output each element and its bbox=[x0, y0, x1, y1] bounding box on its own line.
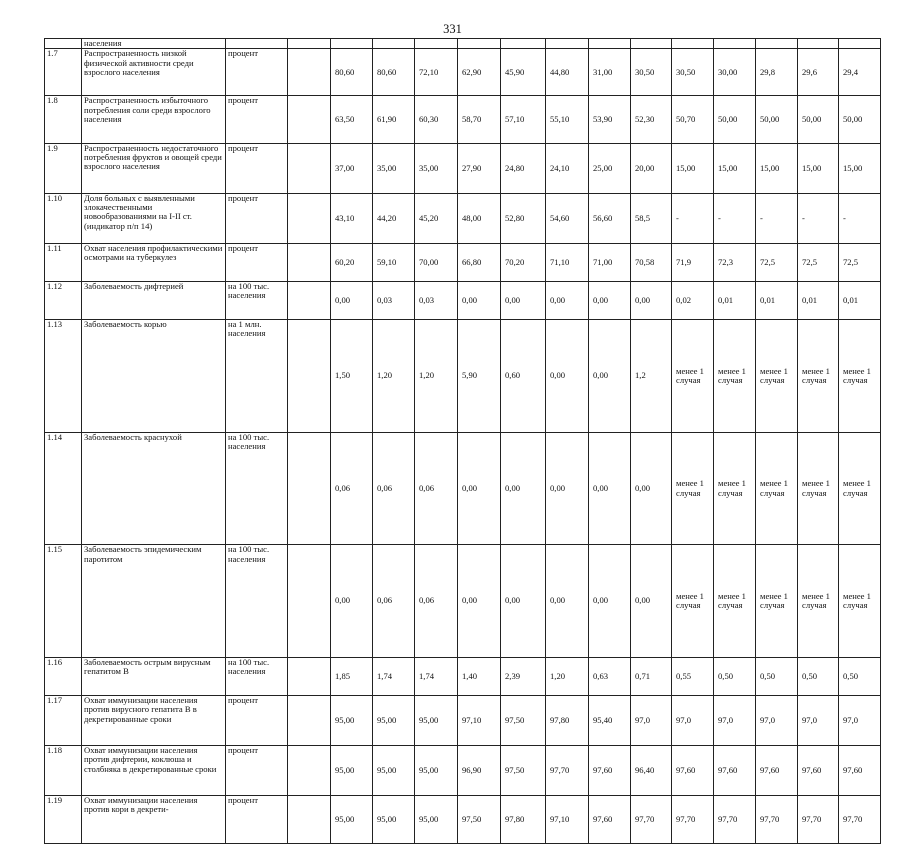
indicator-name: Распространенность низкой физической активности среди взрослого населения bbox=[82, 49, 226, 96]
empty-cell bbox=[839, 39, 881, 49]
value-cell: 97,60 bbox=[589, 796, 631, 843]
value-cell: - bbox=[672, 193, 714, 243]
value-cell: - bbox=[839, 193, 881, 243]
empty-cell bbox=[288, 39, 331, 49]
value-cell: 15,00 bbox=[839, 143, 881, 193]
value-cell: 63,50 bbox=[331, 96, 373, 143]
empty-cell bbox=[288, 193, 331, 243]
value-cell: 0,03 bbox=[415, 281, 458, 319]
value-cell: 71,9 bbox=[672, 243, 714, 281]
value-cell: 0,01 bbox=[839, 281, 881, 319]
value-cell: 72,5 bbox=[756, 243, 798, 281]
value-cell: 50,70 bbox=[672, 96, 714, 143]
value-cell: 48,00 bbox=[458, 193, 501, 243]
table-row bbox=[45, 243, 881, 281]
value-cell: 0,55 bbox=[672, 657, 714, 695]
value-cell: 95,00 bbox=[415, 696, 458, 746]
value-cell: 70,58 bbox=[631, 243, 672, 281]
unit-cell: процент bbox=[226, 696, 288, 746]
value-cell: менее 1 случая bbox=[756, 432, 798, 545]
value-cell: 58,70 bbox=[458, 96, 501, 143]
value-cell: 0,00 bbox=[631, 432, 672, 545]
value-cell: 35,00 bbox=[415, 143, 458, 193]
value-cell: менее 1 случая bbox=[756, 320, 798, 433]
empty-cell bbox=[288, 96, 331, 143]
row-number: 1.18 bbox=[45, 746, 82, 796]
empty-cell bbox=[589, 39, 631, 49]
value-cell: 72,3 bbox=[714, 243, 756, 281]
continuation-row bbox=[45, 39, 881, 49]
value-cell: 59,10 bbox=[373, 243, 415, 281]
value-cell: менее 1 случая bbox=[839, 432, 881, 545]
value-cell: 97,60 bbox=[839, 746, 881, 796]
value-cell: 1,20 bbox=[415, 320, 458, 433]
value-cell: 0,06 bbox=[373, 545, 415, 658]
row-number: 1.12 bbox=[45, 281, 82, 319]
value-cell: менее 1 случая bbox=[798, 320, 839, 433]
row-number: 1.15 bbox=[45, 545, 82, 658]
value-cell: 55,10 bbox=[546, 96, 589, 143]
table-row bbox=[45, 143, 881, 193]
table-row bbox=[45, 320, 881, 433]
value-cell: 5,90 bbox=[458, 320, 501, 433]
value-cell: 97,10 bbox=[458, 696, 501, 746]
value-cell: 72,5 bbox=[839, 243, 881, 281]
empty-cell bbox=[288, 432, 331, 545]
value-cell: 44,20 bbox=[373, 193, 415, 243]
value-cell: 0,00 bbox=[458, 281, 501, 319]
value-cell: 97,0 bbox=[631, 696, 672, 746]
value-cell: 2,39 bbox=[501, 657, 546, 695]
value-cell: 0,02 bbox=[672, 281, 714, 319]
value-cell: 71,00 bbox=[589, 243, 631, 281]
value-cell: 29,8 bbox=[756, 49, 798, 96]
value-cell: 45,90 bbox=[501, 49, 546, 96]
row-number: 1.9 bbox=[45, 143, 82, 193]
empty-cell bbox=[288, 320, 331, 433]
value-cell: менее 1 случая bbox=[672, 545, 714, 658]
value-cell: 25,00 bbox=[589, 143, 631, 193]
value-cell: 15,00 bbox=[756, 143, 798, 193]
value-cell: 0,50 bbox=[798, 657, 839, 695]
unit-cell: на 100 тыс. населения bbox=[226, 657, 288, 695]
empty-cell bbox=[501, 39, 546, 49]
value-cell: 66,80 bbox=[458, 243, 501, 281]
value-cell: 97,70 bbox=[798, 796, 839, 843]
value-cell: 0,00 bbox=[631, 281, 672, 319]
value-cell: 97,10 bbox=[546, 796, 589, 843]
indicator-name: Охват иммунизации населения против дифтерии, коклюша и столбняка в декретированные сроки bbox=[82, 746, 226, 796]
value-cell: 0,00 bbox=[546, 281, 589, 319]
value-cell: 97,80 bbox=[546, 696, 589, 746]
value-cell: 45,20 bbox=[415, 193, 458, 243]
value-cell: 97,70 bbox=[839, 796, 881, 843]
unit-cell: процент bbox=[226, 796, 288, 843]
value-cell: менее 1 случая bbox=[839, 320, 881, 433]
value-cell: 54,60 bbox=[546, 193, 589, 243]
value-cell: менее 1 случая bbox=[756, 545, 798, 658]
value-cell: 0,01 bbox=[756, 281, 798, 319]
value-cell: менее 1 случая bbox=[714, 545, 756, 658]
value-cell: 97,60 bbox=[798, 746, 839, 796]
value-cell: 0,00 bbox=[458, 545, 501, 658]
value-cell: 0,00 bbox=[331, 281, 373, 319]
empty-cell bbox=[288, 281, 331, 319]
value-cell: 57,10 bbox=[501, 96, 546, 143]
unit-cell: на 100 тыс. населения bbox=[226, 432, 288, 545]
value-cell: 52,80 bbox=[501, 193, 546, 243]
empty-cell bbox=[714, 39, 756, 49]
empty-cell bbox=[756, 39, 798, 49]
empty-cell bbox=[288, 696, 331, 746]
value-cell: 0,71 bbox=[631, 657, 672, 695]
value-cell: 97,70 bbox=[631, 796, 672, 843]
value-cell: 95,00 bbox=[331, 796, 373, 843]
indicator-name: Охват иммунизации населения против вирусного гепатита В в декретированные сроки bbox=[82, 696, 226, 746]
value-cell: 29,6 bbox=[798, 49, 839, 96]
value-cell: менее 1 случая bbox=[672, 432, 714, 545]
value-cell: 29,4 bbox=[839, 49, 881, 96]
value-cell: 95,00 bbox=[331, 746, 373, 796]
value-cell: 1,74 bbox=[415, 657, 458, 695]
value-cell: 97,50 bbox=[501, 746, 546, 796]
table-row bbox=[45, 796, 881, 843]
value-cell: 0,50 bbox=[714, 657, 756, 695]
value-cell: 1,50 bbox=[331, 320, 373, 433]
value-cell: 50,00 bbox=[714, 96, 756, 143]
value-cell: 15,00 bbox=[672, 143, 714, 193]
value-cell: 95,00 bbox=[331, 696, 373, 746]
row-number: 1.17 bbox=[45, 696, 82, 746]
row-number: 1.16 bbox=[45, 657, 82, 695]
value-cell: 0,00 bbox=[458, 432, 501, 545]
value-cell: 95,00 bbox=[415, 796, 458, 843]
indicator-name: Заболеваемость дифтерией bbox=[82, 281, 226, 319]
row-number: 1.7 bbox=[45, 49, 82, 96]
value-cell: 0,03 bbox=[373, 281, 415, 319]
value-cell: - bbox=[798, 193, 839, 243]
value-cell: 70,20 bbox=[501, 243, 546, 281]
value-cell: 97,50 bbox=[458, 796, 501, 843]
empty-cell bbox=[373, 39, 415, 49]
unit-cell: процент bbox=[226, 143, 288, 193]
value-cell: 15,00 bbox=[714, 143, 756, 193]
empty-cell bbox=[415, 39, 458, 49]
empty-cell bbox=[288, 746, 331, 796]
value-cell: 0,00 bbox=[631, 545, 672, 658]
value-cell: 1,40 bbox=[458, 657, 501, 695]
continuation-text: населения bbox=[82, 39, 226, 49]
empty-cell bbox=[631, 39, 672, 49]
indicator-name: Охват населения профилактическими осмотрами на туберкулез bbox=[82, 243, 226, 281]
indicator-name: Заболеваемость корью bbox=[82, 320, 226, 433]
value-cell: 72,5 bbox=[798, 243, 839, 281]
unit-cell: на 100 тыс. населения bbox=[226, 545, 288, 658]
value-cell: - bbox=[756, 193, 798, 243]
value-cell: - bbox=[714, 193, 756, 243]
value-cell: 97,60 bbox=[589, 746, 631, 796]
value-cell: 97,80 bbox=[501, 796, 546, 843]
value-cell: 97,0 bbox=[798, 696, 839, 746]
value-cell: менее 1 случая bbox=[798, 432, 839, 545]
value-cell: 97,0 bbox=[756, 696, 798, 746]
empty-cell bbox=[331, 39, 373, 49]
empty-cell bbox=[546, 39, 589, 49]
unit-cell: процент bbox=[226, 49, 288, 96]
value-cell: 50,00 bbox=[798, 96, 839, 143]
value-cell: 30,00 bbox=[714, 49, 756, 96]
value-cell: 0,63 bbox=[589, 657, 631, 695]
unit-cell: процент bbox=[226, 746, 288, 796]
value-cell: 52,30 bbox=[631, 96, 672, 143]
table-row bbox=[45, 545, 881, 658]
value-cell: 50,00 bbox=[839, 96, 881, 143]
value-cell: 56,60 bbox=[589, 193, 631, 243]
value-cell: менее 1 случая bbox=[672, 320, 714, 433]
value-cell: 0,00 bbox=[546, 545, 589, 658]
value-cell: 1,74 bbox=[373, 657, 415, 695]
table-row bbox=[45, 193, 881, 243]
table-row bbox=[45, 281, 881, 319]
value-cell: менее 1 случая bbox=[798, 545, 839, 658]
empty-cell bbox=[288, 657, 331, 695]
table-row bbox=[45, 96, 881, 143]
value-cell: 95,00 bbox=[415, 746, 458, 796]
empty-cell bbox=[288, 143, 331, 193]
indicator-name: Доля больных с выявленными злокачественными новообразованиями на I-II ст. (индикатор п/п 14) bbox=[82, 193, 226, 243]
value-cell: менее 1 случая bbox=[839, 545, 881, 658]
value-cell: 0,00 bbox=[589, 281, 631, 319]
value-cell: 97,50 bbox=[501, 696, 546, 746]
value-cell: 0,00 bbox=[501, 432, 546, 545]
value-cell: 0,50 bbox=[839, 657, 881, 695]
value-cell: 97,70 bbox=[546, 746, 589, 796]
value-cell: 0,00 bbox=[589, 320, 631, 433]
value-cell: 97,0 bbox=[672, 696, 714, 746]
row-number: 1.8 bbox=[45, 96, 82, 143]
value-cell: 0,60 bbox=[501, 320, 546, 433]
empty-cell bbox=[458, 39, 501, 49]
value-cell: 0,06 bbox=[373, 432, 415, 545]
value-cell: 97,60 bbox=[756, 746, 798, 796]
value-cell: 30,50 bbox=[631, 49, 672, 96]
value-cell: 20,00 bbox=[631, 143, 672, 193]
value-cell: 97,0 bbox=[714, 696, 756, 746]
value-cell: 0,01 bbox=[714, 281, 756, 319]
value-cell: 96,90 bbox=[458, 746, 501, 796]
value-cell: 50,00 bbox=[756, 96, 798, 143]
value-cell: 0,06 bbox=[331, 432, 373, 545]
value-cell: 31,00 bbox=[589, 49, 631, 96]
row-number: 1.11 bbox=[45, 243, 82, 281]
value-cell: 1,20 bbox=[546, 657, 589, 695]
unit-cell: процент bbox=[226, 243, 288, 281]
value-cell: 0,00 bbox=[331, 545, 373, 658]
value-cell: 62,90 bbox=[458, 49, 501, 96]
value-cell: 95,40 bbox=[589, 696, 631, 746]
value-cell: 0,01 bbox=[798, 281, 839, 319]
value-cell: 53,90 bbox=[589, 96, 631, 143]
indicator-name: Распространенность избыточного потребления соли среди взрослого населения bbox=[82, 96, 226, 143]
value-cell: 0,06 bbox=[415, 432, 458, 545]
empty-cell bbox=[45, 39, 82, 49]
empty-cell bbox=[672, 39, 714, 49]
indicator-name: Заболеваемость эпидемическим паротитом bbox=[82, 545, 226, 658]
empty-cell bbox=[288, 243, 331, 281]
value-cell: 24,10 bbox=[546, 143, 589, 193]
page-number: 331 bbox=[443, 22, 462, 36]
value-cell: 80,60 bbox=[331, 49, 373, 96]
empty-cell bbox=[798, 39, 839, 49]
empty-cell bbox=[288, 796, 331, 843]
value-cell: 0,00 bbox=[546, 432, 589, 545]
value-cell: 97,70 bbox=[714, 796, 756, 843]
value-cell: 72,10 bbox=[415, 49, 458, 96]
indicator-name: Распространенность недостаточного потребления фруктов и овощей среди взрослого населения bbox=[82, 143, 226, 193]
value-cell: 58,5 bbox=[631, 193, 672, 243]
indicator-name: Заболеваемость острым вирусным гепатитом В bbox=[82, 657, 226, 695]
row-number: 1.13 bbox=[45, 320, 82, 433]
value-cell: 0,00 bbox=[501, 545, 546, 658]
row-number: 1.14 bbox=[45, 432, 82, 545]
value-cell: 37,00 bbox=[331, 143, 373, 193]
value-cell: 80,60 bbox=[373, 49, 415, 96]
value-cell: 95,00 bbox=[373, 796, 415, 843]
value-cell: 97,70 bbox=[756, 796, 798, 843]
unit-cell: процент bbox=[226, 96, 288, 143]
value-cell: 95,00 bbox=[373, 746, 415, 796]
value-cell: 60,30 bbox=[415, 96, 458, 143]
row-number: 1.10 bbox=[45, 193, 82, 243]
value-cell: менее 1 случая bbox=[714, 320, 756, 433]
value-cell: 1,2 bbox=[631, 320, 672, 433]
table-row bbox=[45, 657, 881, 695]
value-cell: 1,20 bbox=[373, 320, 415, 433]
value-cell: 0,00 bbox=[589, 545, 631, 658]
value-cell: 97,60 bbox=[714, 746, 756, 796]
value-cell: 44,80 bbox=[546, 49, 589, 96]
value-cell: 71,10 bbox=[546, 243, 589, 281]
value-cell: менее 1 случая bbox=[714, 432, 756, 545]
value-cell: 27,90 bbox=[458, 143, 501, 193]
value-cell: 60,20 bbox=[331, 243, 373, 281]
indicator-name: Заболеваемость краснухой bbox=[82, 432, 226, 545]
empty-cell bbox=[288, 545, 331, 658]
unit-cell: на 100 тыс. населения bbox=[226, 281, 288, 319]
unit-cell: на 1 млн. населения bbox=[226, 320, 288, 433]
indicators-table bbox=[44, 38, 881, 844]
table-row bbox=[45, 696, 881, 746]
value-cell: 0,50 bbox=[756, 657, 798, 695]
value-cell: 24,80 bbox=[501, 143, 546, 193]
value-cell: 30,50 bbox=[672, 49, 714, 96]
value-cell: 95,00 bbox=[373, 696, 415, 746]
table-row bbox=[45, 432, 881, 545]
unit-cell: процент bbox=[226, 193, 288, 243]
value-cell: 61,90 bbox=[373, 96, 415, 143]
value-cell: 96,40 bbox=[631, 746, 672, 796]
value-cell: 97,70 bbox=[672, 796, 714, 843]
empty-cell bbox=[226, 39, 288, 49]
table-row bbox=[45, 49, 881, 96]
value-cell: 15,00 bbox=[798, 143, 839, 193]
row-number: 1.19 bbox=[45, 796, 82, 843]
value-cell: 0,00 bbox=[501, 281, 546, 319]
value-cell: 97,0 bbox=[839, 696, 881, 746]
value-cell: 97,60 bbox=[672, 746, 714, 796]
empty-cell bbox=[288, 49, 331, 96]
indicator-name: Охват иммунизации населения против кори в декрети- bbox=[82, 796, 226, 843]
value-cell: 70,00 bbox=[415, 243, 458, 281]
value-cell: 1,85 bbox=[331, 657, 373, 695]
value-cell: 0,00 bbox=[589, 432, 631, 545]
value-cell: 0,06 bbox=[415, 545, 458, 658]
value-cell: 35,00 bbox=[373, 143, 415, 193]
value-cell: 0,00 bbox=[546, 320, 589, 433]
value-cell: 43,10 bbox=[331, 193, 373, 243]
table-row bbox=[45, 746, 881, 796]
